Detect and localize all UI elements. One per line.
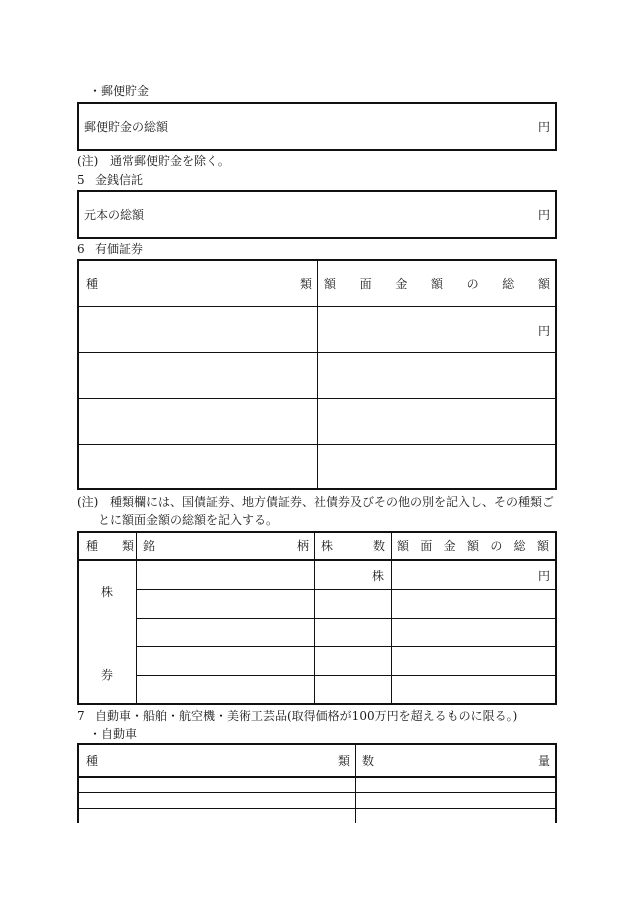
header-char: 額: [430, 277, 443, 291]
securities-heading-num: 6: [77, 242, 85, 256]
vehicles-col-type-header: [86, 754, 350, 768]
header-char: 額: [466, 539, 479, 553]
postal-total-unit: 円: [537, 120, 550, 134]
table-divider: [317, 261, 318, 488]
header-char: 金: [395, 277, 408, 291]
stock-col-amount-header: [397, 539, 549, 553]
table-divider: [79, 776, 555, 778]
vehicles-heading: 自動車・船舶・航空機・美術工芸品(取得価格が100万円を超えるものに限る。): [95, 709, 518, 723]
postal-heading: ・郵便貯金: [89, 84, 150, 98]
trust-principal-unit: 円: [537, 208, 550, 222]
securities-table: [77, 259, 557, 490]
postal-note-mark: (注): [77, 154, 99, 168]
header-char: 額: [537, 277, 550, 291]
header-char: 面: [359, 277, 372, 291]
header-char: 類: [299, 277, 312, 291]
postal-total-box: [77, 102, 557, 151]
header-char: 種: [86, 539, 99, 553]
stock-amount-unit: 円: [537, 569, 550, 583]
trust-heading-num: 5: [77, 173, 85, 187]
postal-total-label: 郵便貯金の総額: [84, 120, 169, 134]
header-char: 金: [443, 539, 456, 553]
header-char: 類: [337, 754, 350, 768]
table-divider: [79, 352, 555, 353]
table-divider: [136, 618, 555, 619]
trust-heading: 金銭信託: [95, 173, 144, 187]
vehicles-heading-num: 7: [77, 709, 85, 723]
table-divider: [79, 398, 555, 399]
header-char: 柄: [296, 539, 309, 553]
table-divider: [136, 646, 555, 647]
table-divider: [79, 444, 555, 445]
header-char: 総: [513, 539, 526, 553]
header-char: 額: [397, 539, 410, 553]
header-char: 数: [372, 539, 385, 553]
header-char: 額: [536, 539, 549, 553]
securities-col-amount-header: [324, 277, 550, 291]
securities-heading: 有価証券: [95, 242, 144, 256]
vehicles-sub-heading: ・自動車: [89, 727, 138, 741]
securities-note-line1: 種類欄には、国債証券、地方債証券、社債券及びその他の別を記入し、その種類ご: [110, 495, 555, 509]
securities-note-line2: とに額面金額の総額を記入する。: [98, 513, 279, 527]
header-char: の: [466, 277, 479, 291]
header-char: 類: [121, 539, 134, 553]
table-divider: [79, 559, 555, 561]
trust-principal-label: 元本の総額: [84, 208, 145, 222]
vehicles-col-qty-header: [362, 754, 550, 768]
stock-shares-unit: 株: [372, 569, 385, 583]
header-char: 種: [86, 277, 99, 291]
header-char: 株: [321, 539, 334, 553]
stock-type-bottom: 券: [101, 668, 114, 682]
stock-col-brand-header: [143, 539, 309, 553]
table-divider: [79, 808, 555, 809]
header-char: 量: [537, 754, 550, 768]
header-char: 総: [502, 277, 515, 291]
vehicles-table: [77, 743, 557, 823]
header-char: 数: [362, 754, 375, 768]
table-divider: [136, 589, 555, 590]
stock-col-shares-header: [321, 539, 385, 553]
stock-table: [77, 531, 557, 705]
stock-col-type-header: [86, 539, 134, 553]
securities-amount-unit: 円: [537, 324, 550, 338]
header-char: 額: [324, 277, 337, 291]
header-char: 面: [420, 539, 433, 553]
table-divider: [79, 306, 555, 307]
postal-note: 通常郵便貯金を除く。: [110, 154, 230, 168]
header-char: 銘: [143, 539, 156, 553]
securities-col-type-header: [86, 277, 312, 291]
header-char: 種: [86, 754, 99, 768]
trust-principal-box: [77, 190, 557, 239]
table-divider: [355, 745, 356, 823]
stock-type-top: 株: [101, 585, 114, 599]
header-char: の: [490, 539, 503, 553]
table-divider: [79, 792, 555, 793]
securities-note-mark: (注): [77, 495, 99, 509]
table-divider: [136, 675, 555, 676]
